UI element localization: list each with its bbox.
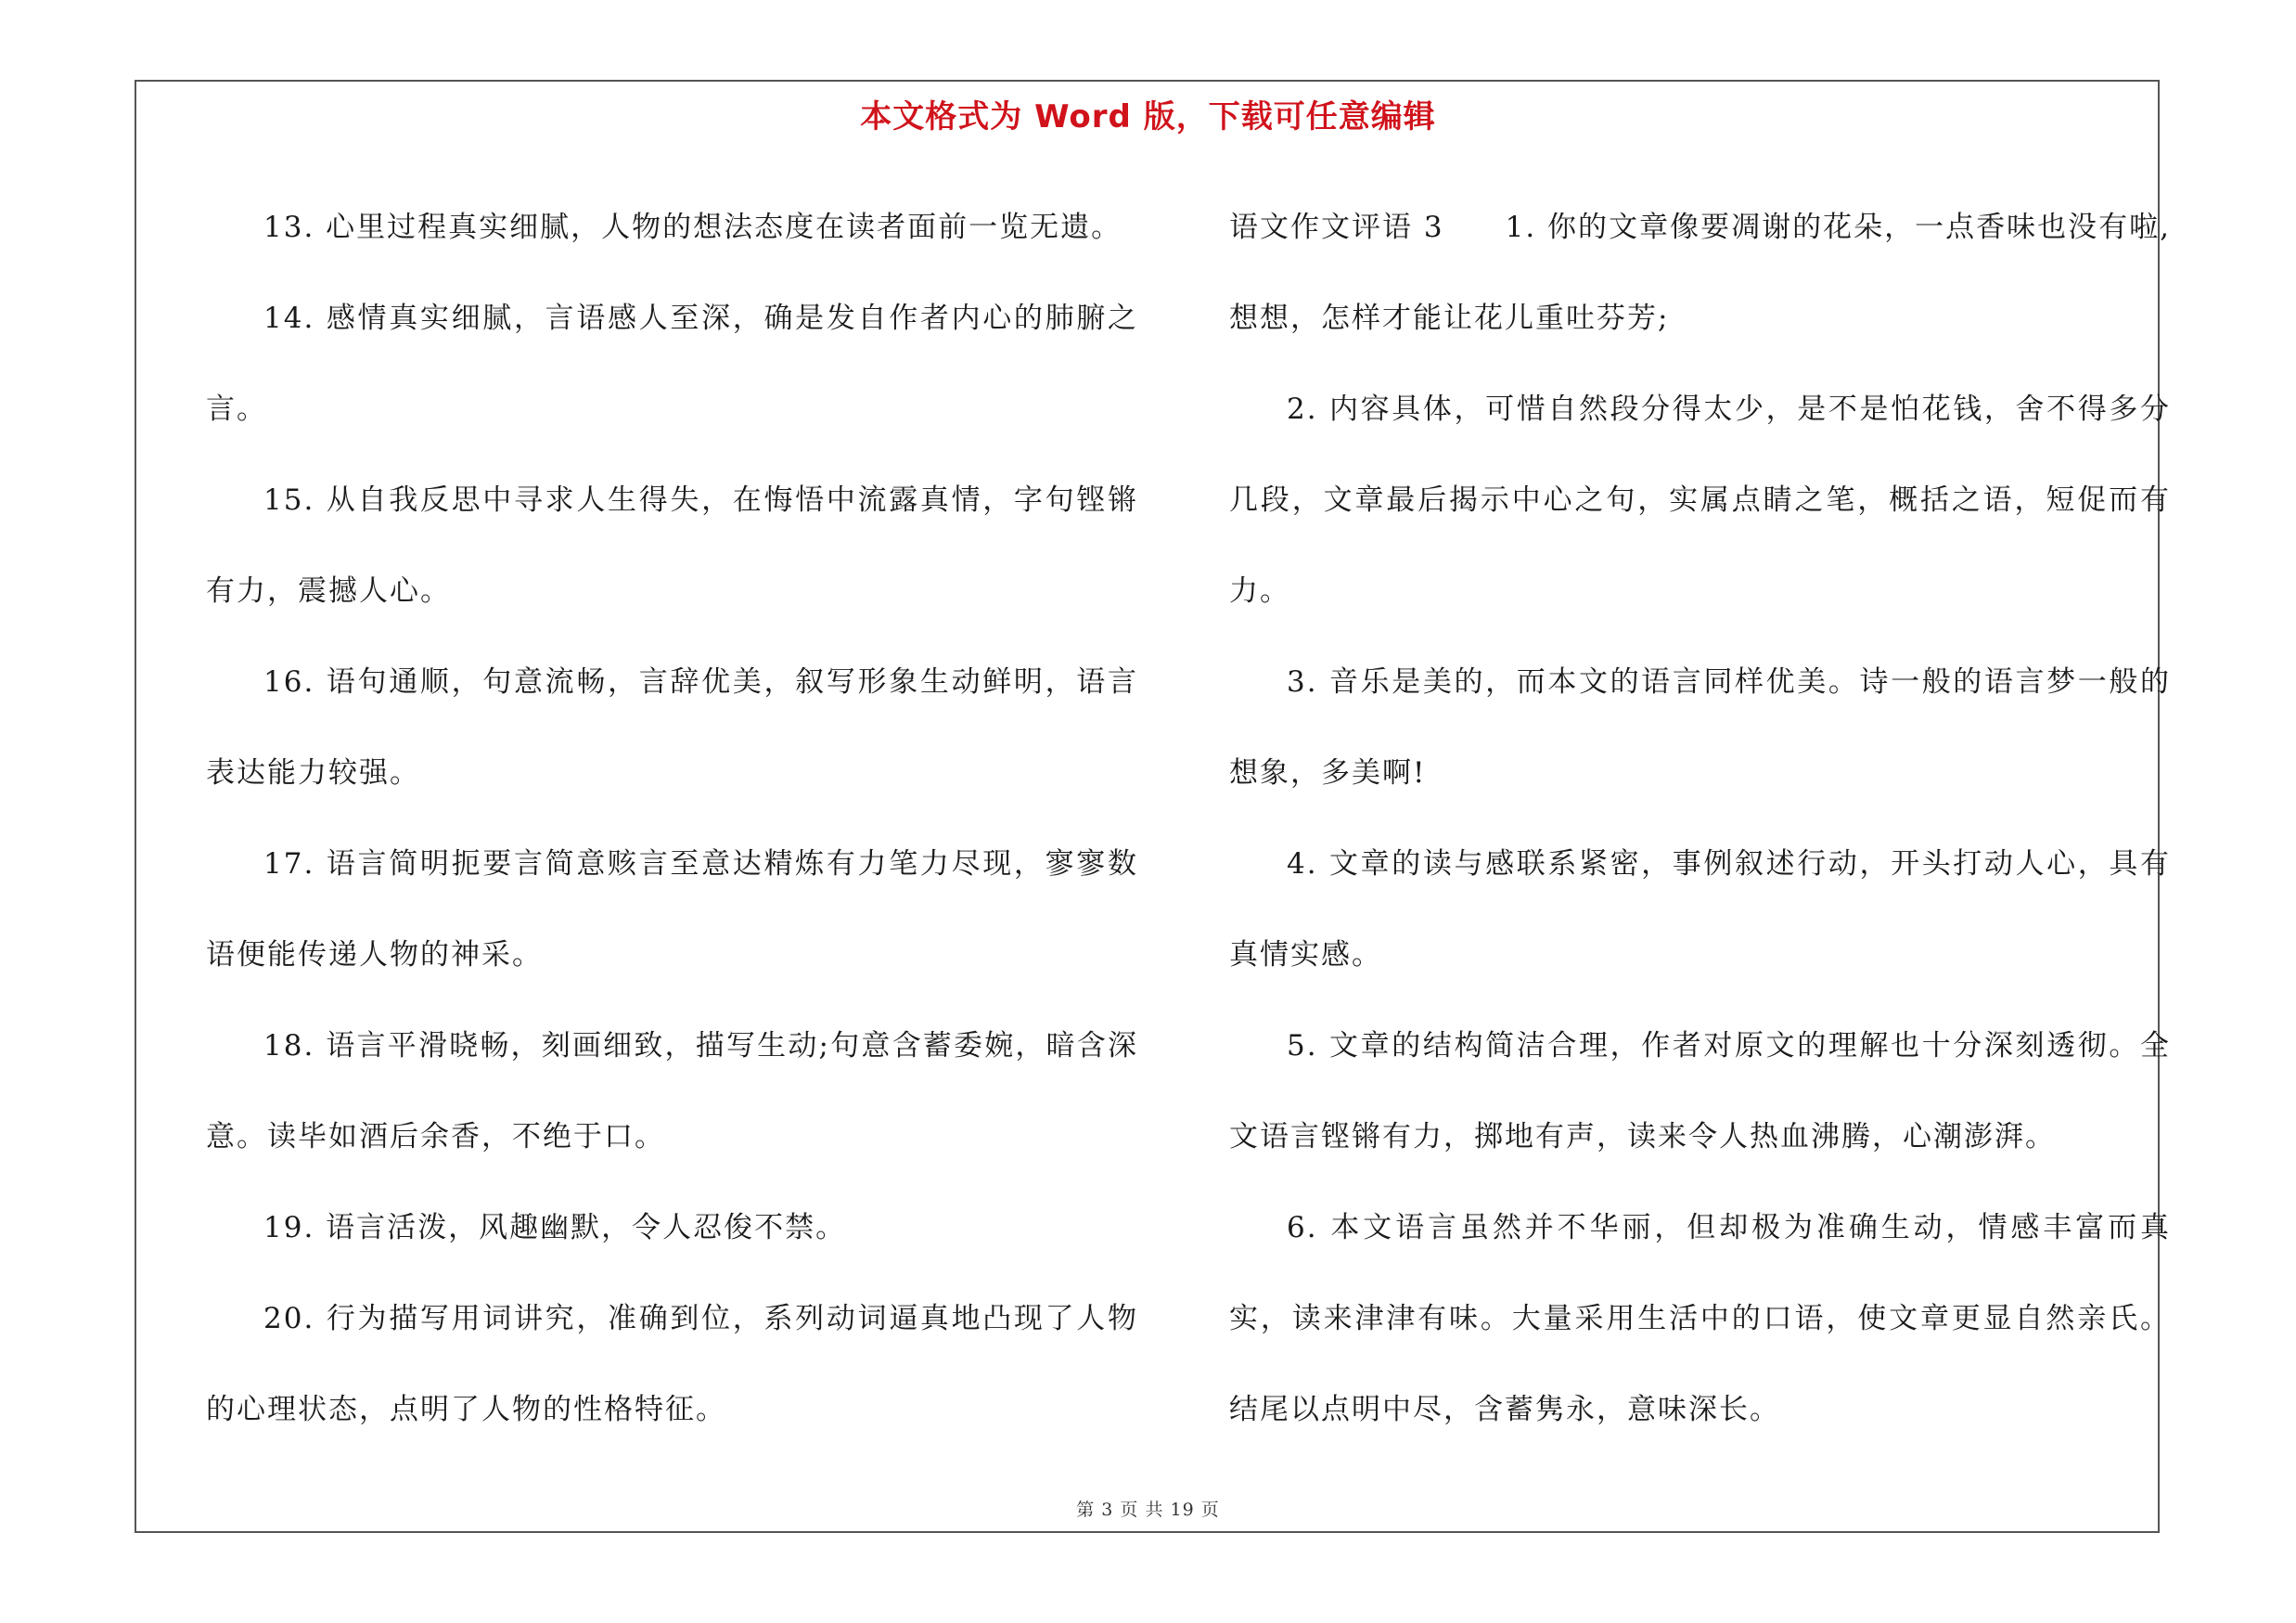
comment-paragraph-16: 16. 语句通顺，句意流畅，言辞优美，叙写形象生动鲜明，语言表达能力较强。	[206, 665, 1138, 790]
section-heading-comment-1: 语文作文评语 3 1. 你的文章像要凋谢的花朵，一点香味也没有啦,想想，怎样才能让花儿重吐芬芳;	[1229, 211, 2171, 335]
comment-paragraph-14: 14. 感情真实细腻，言语感人至深，确是发自作者内心的肺腑之言。	[206, 302, 1138, 426]
comment-paragraph-17: 17. 语言简明扼要言简意赅言至意达精炼有力笔力尽现，寥寥数语便能传递人物的神采。	[206, 847, 1138, 972]
comment-paragraph-18: 18. 语言平滑晓畅，刻画细致，描写生动;句意含蓄委婉，暗含深意。读毕如酒后余香，不绝于口。	[206, 1029, 1138, 1153]
comment-paragraph-4: 4. 文章的读与感联系紧密，事例叙述行动，开头打动人心，具有真情实感。	[1229, 847, 2171, 972]
comment-paragraph-3: 3. 音乐是美的，而本文的语言同样优美。诗一般的语言梦一般的想象，多美啊!	[1229, 665, 2171, 790]
comment-paragraph-6: 6. 本文语言虽然并不华丽，但却极为准确生动，情感丰富而真实，读来津津有味。大量采用生活中的口语，使文章更显自然亲氏。结尾以点明中尽，含蓄隽永，意味深长。	[1229, 1211, 2171, 1426]
comment-paragraph-19: 19. 语言活泼，风趣幽默，令人忍俊不禁。	[263, 1211, 847, 1244]
comment-paragraph-15: 15. 从自我反思中寻求人生得失，在悔悟中流露真情，字句铿锵有力，震撼人心。	[206, 483, 1138, 608]
right-column	[1229, 182, 2171, 1455]
comment-paragraph-5: 5. 文章的结构简洁合理，作者对原文的理解也十分深刻透彻。全文语言铿锵有力，掷地有声，读来令人热血沸腾，心潮澎湃。	[1229, 1029, 2171, 1153]
editable-word-banner: 本文格式为 Word 版，下载可任意编辑	[860, 98, 1436, 135]
comment-paragraph-13: 13. 心里过程真实细腻，人物的想法态度在读者面前一览无遗。	[263, 211, 1122, 244]
comment-paragraph-2: 2. 内容具体，可惜自然段分得太少，是不是怕花钱，舍不得多分几段，文章最后揭示中心之句，实属点睛之笔，概括之语，短促而有力。	[1229, 393, 2171, 608]
page-number-footer: 第 3 页 共 19 页	[1076, 1500, 1220, 1520]
left-column	[206, 182, 1138, 1455]
comment-paragraph-20: 20. 行为描写用词讲究，准确到位，系列动词逼真地凸现了人物的心理状态，点明了人物的性格特征。	[206, 1302, 1138, 1426]
